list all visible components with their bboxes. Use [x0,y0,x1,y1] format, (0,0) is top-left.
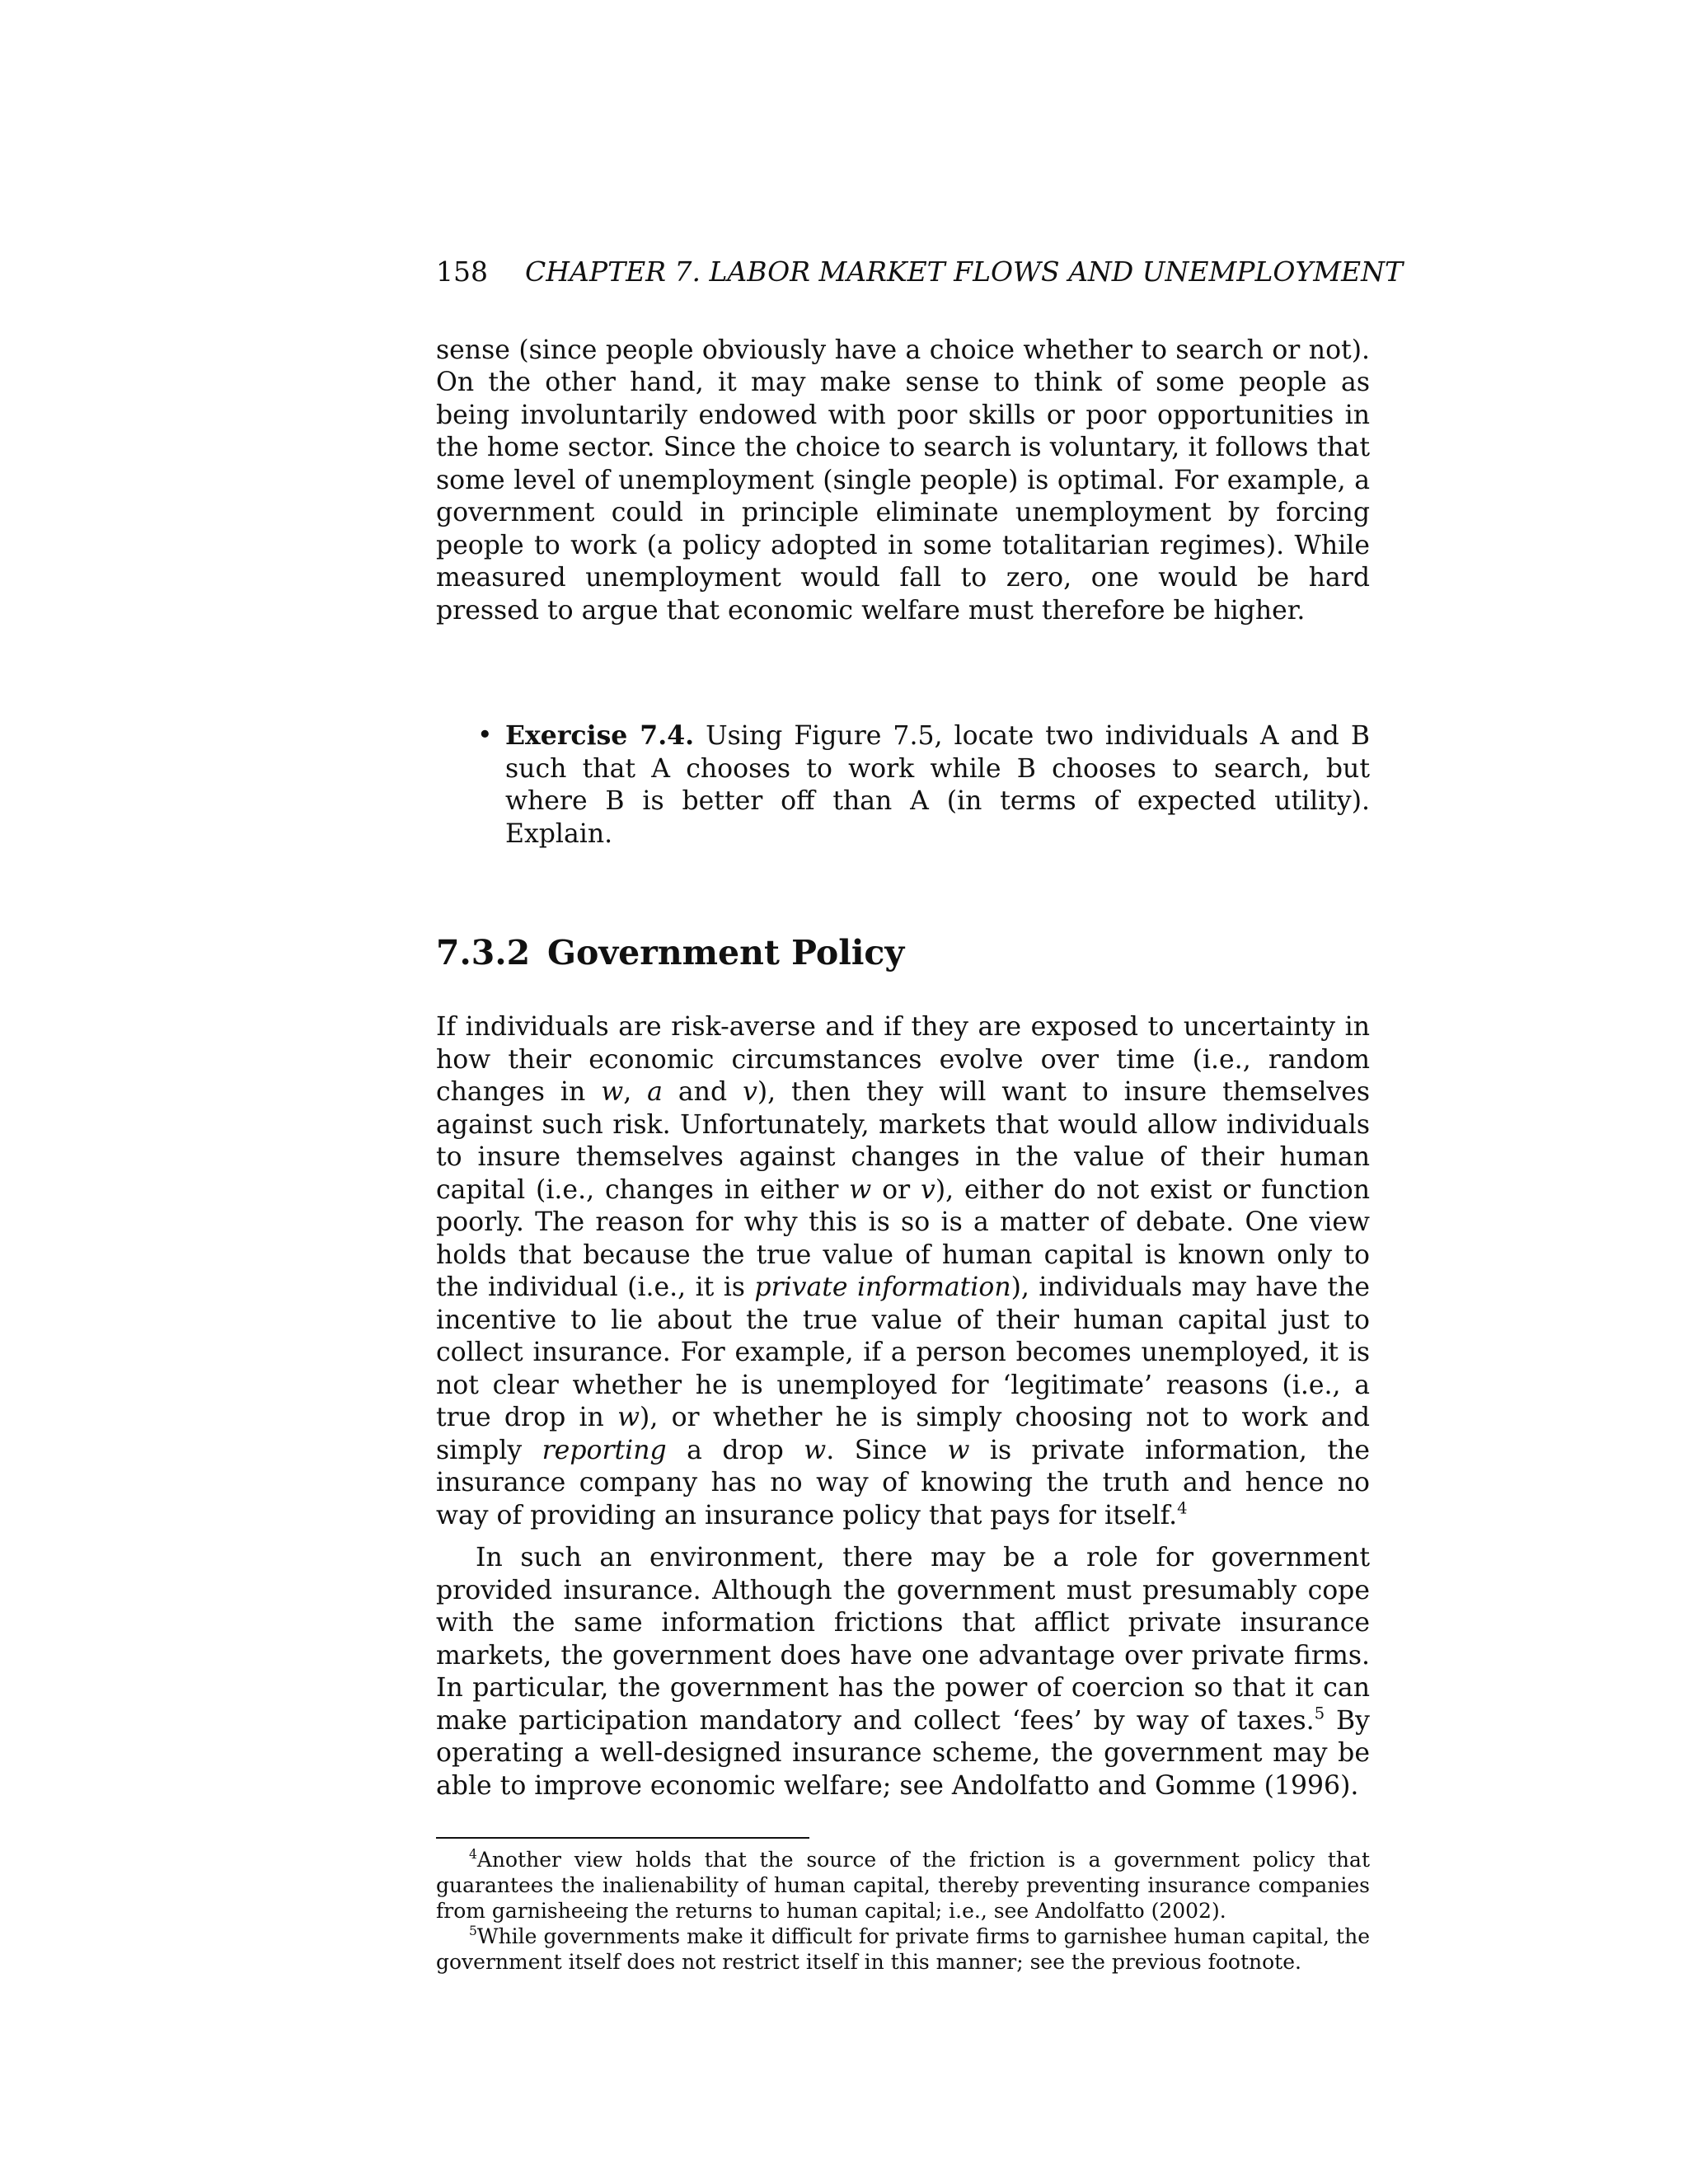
paragraph-role-of-government [436,1542,1370,1802]
paragraph-gap [436,1532,1370,1542]
text-run: ), or whether he is simply choosing not to work and simply [436,1403,1370,1465]
text-run: If individuals are risk-averse and if they are exposed to uncertainty in how their economic circumstances evolve over time (i.e., random changes in [436,1012,1370,1108]
exercise-label: Exercise 7.4. [505,720,695,752]
intro-paragraph: sense (since people obviously have a choice whether to search or not). On the other hand, it may make sense to think of some people as being involuntarily endowed with poor skills or poor opportunities in the home sector. Since the choice to search is voluntary, it follows that some level of unemployment (single people) is optimal. For example, a government could in principle eliminate unemployment by forcing people to work (a policy adopted in some totalitarian regimes). While measured unemployment would fall to zero, one would be hard pressed to argue that economic welfare must therefore be higher. [436,335,1370,626]
book-page [436,255,1404,1975]
text-run: ), then they will want to insure themselves against such risk. Unfortunately, markets that would allow individuals to insure themselves against changes in the value of their human capital (i.e., changes in either [436,1077,1371,1205]
text-run: In such an environment, there may be a role for government provided insurance. Although the government must presumably cope with the same information frictions that afflict private insurance markets, the government does have one advantage over private firms. In particular, the government has the power of coercion so that it can make participation mandatory and collect ‘fees’ by way of taxes. [436,1543,1370,1736]
text-run: By operating a well-designed insurance scheme, the government may be able to improve economic welfare; see Andolfatto and Gomme (1996). [436,1705,1370,1801]
math-var-w: w [849,1174,872,1205]
paragraph-government-insurance [436,1011,1370,1532]
math-var-a: a [647,1077,663,1108]
math-var-w: w [617,1403,640,1433]
chapter-title: CHAPTER 7. LABOR MARKET FLOWS AND UNEMPLOYMENT [525,255,1404,288]
text-run: and [662,1077,743,1108]
footnote-text: While governments make it difficult for private firms to garnishee human capital, the government itself does not restrict itself in this manner; see the previous footnote. [436,1924,1370,1975]
bullet-icon: • [477,720,493,751]
math-var-w: w [804,1435,827,1465]
emphasis-reporting: reporting [542,1435,667,1465]
emphasis-private-information: private information [754,1272,1011,1303]
text-run: a drop [666,1435,804,1465]
footnote-ref-4[interactable]: 4 [1177,1498,1188,1518]
text-run: or [871,1174,921,1205]
math-var-v: v [921,1174,935,1205]
page-number: 158 [436,255,488,288]
math-var-w: w [601,1077,624,1108]
text-run: ), either do not exist or function poorly. The reason for why this is so is a matter of debate. One view holds that because the true value of human capital is known only to the individual (i.e., it is [436,1174,1370,1303]
footnote-marker: 5 [469,1924,477,1939]
footnote-marker: 4 [469,1847,477,1863]
section-number: 7.3.2 [436,933,531,973]
text-run: ), individuals may have the incentive to lie about the true value of their human capital just to collect insurance. For example, if a person becomes unemployed, it is not clear whether he is unemployed for ‘legitimate’ reasons (i.e., a true drop in [436,1272,1370,1433]
math-var-v: v [743,1077,757,1108]
text-run: is private information, the insurance company has no way of knowing the truth and hence no way of providing an insurance policy that pays for itself. [436,1435,1370,1530]
footnote-4 [436,1847,1370,1924]
section-title: Government Policy [547,933,905,973]
running-header [436,255,1404,288]
exercise-item [436,719,1370,851]
text-run: , [623,1077,648,1108]
text-run: . Since [826,1435,948,1465]
footnote-ref-5[interactable]: 5 [1314,1704,1325,1723]
footnote-5 [436,1924,1370,1975]
exercise-text: Using Figure 7.5, locate two individuals A and B such that A chooses to work while B chooses to search, but where B is better off than A (in terms of expected utility). Explain. [505,721,1370,849]
math-var-w: w [947,1435,970,1465]
section-heading [436,933,1370,973]
footnote-text: Another view holds that the source of the friction is a government policy that guarantees the inalienability of human capital, thereby preventing insurance companies from garnisheeing the returns to human capital; i.e., see Andolfatto (2002). [436,1848,1370,1924]
footnote-divider [436,1837,809,1839]
